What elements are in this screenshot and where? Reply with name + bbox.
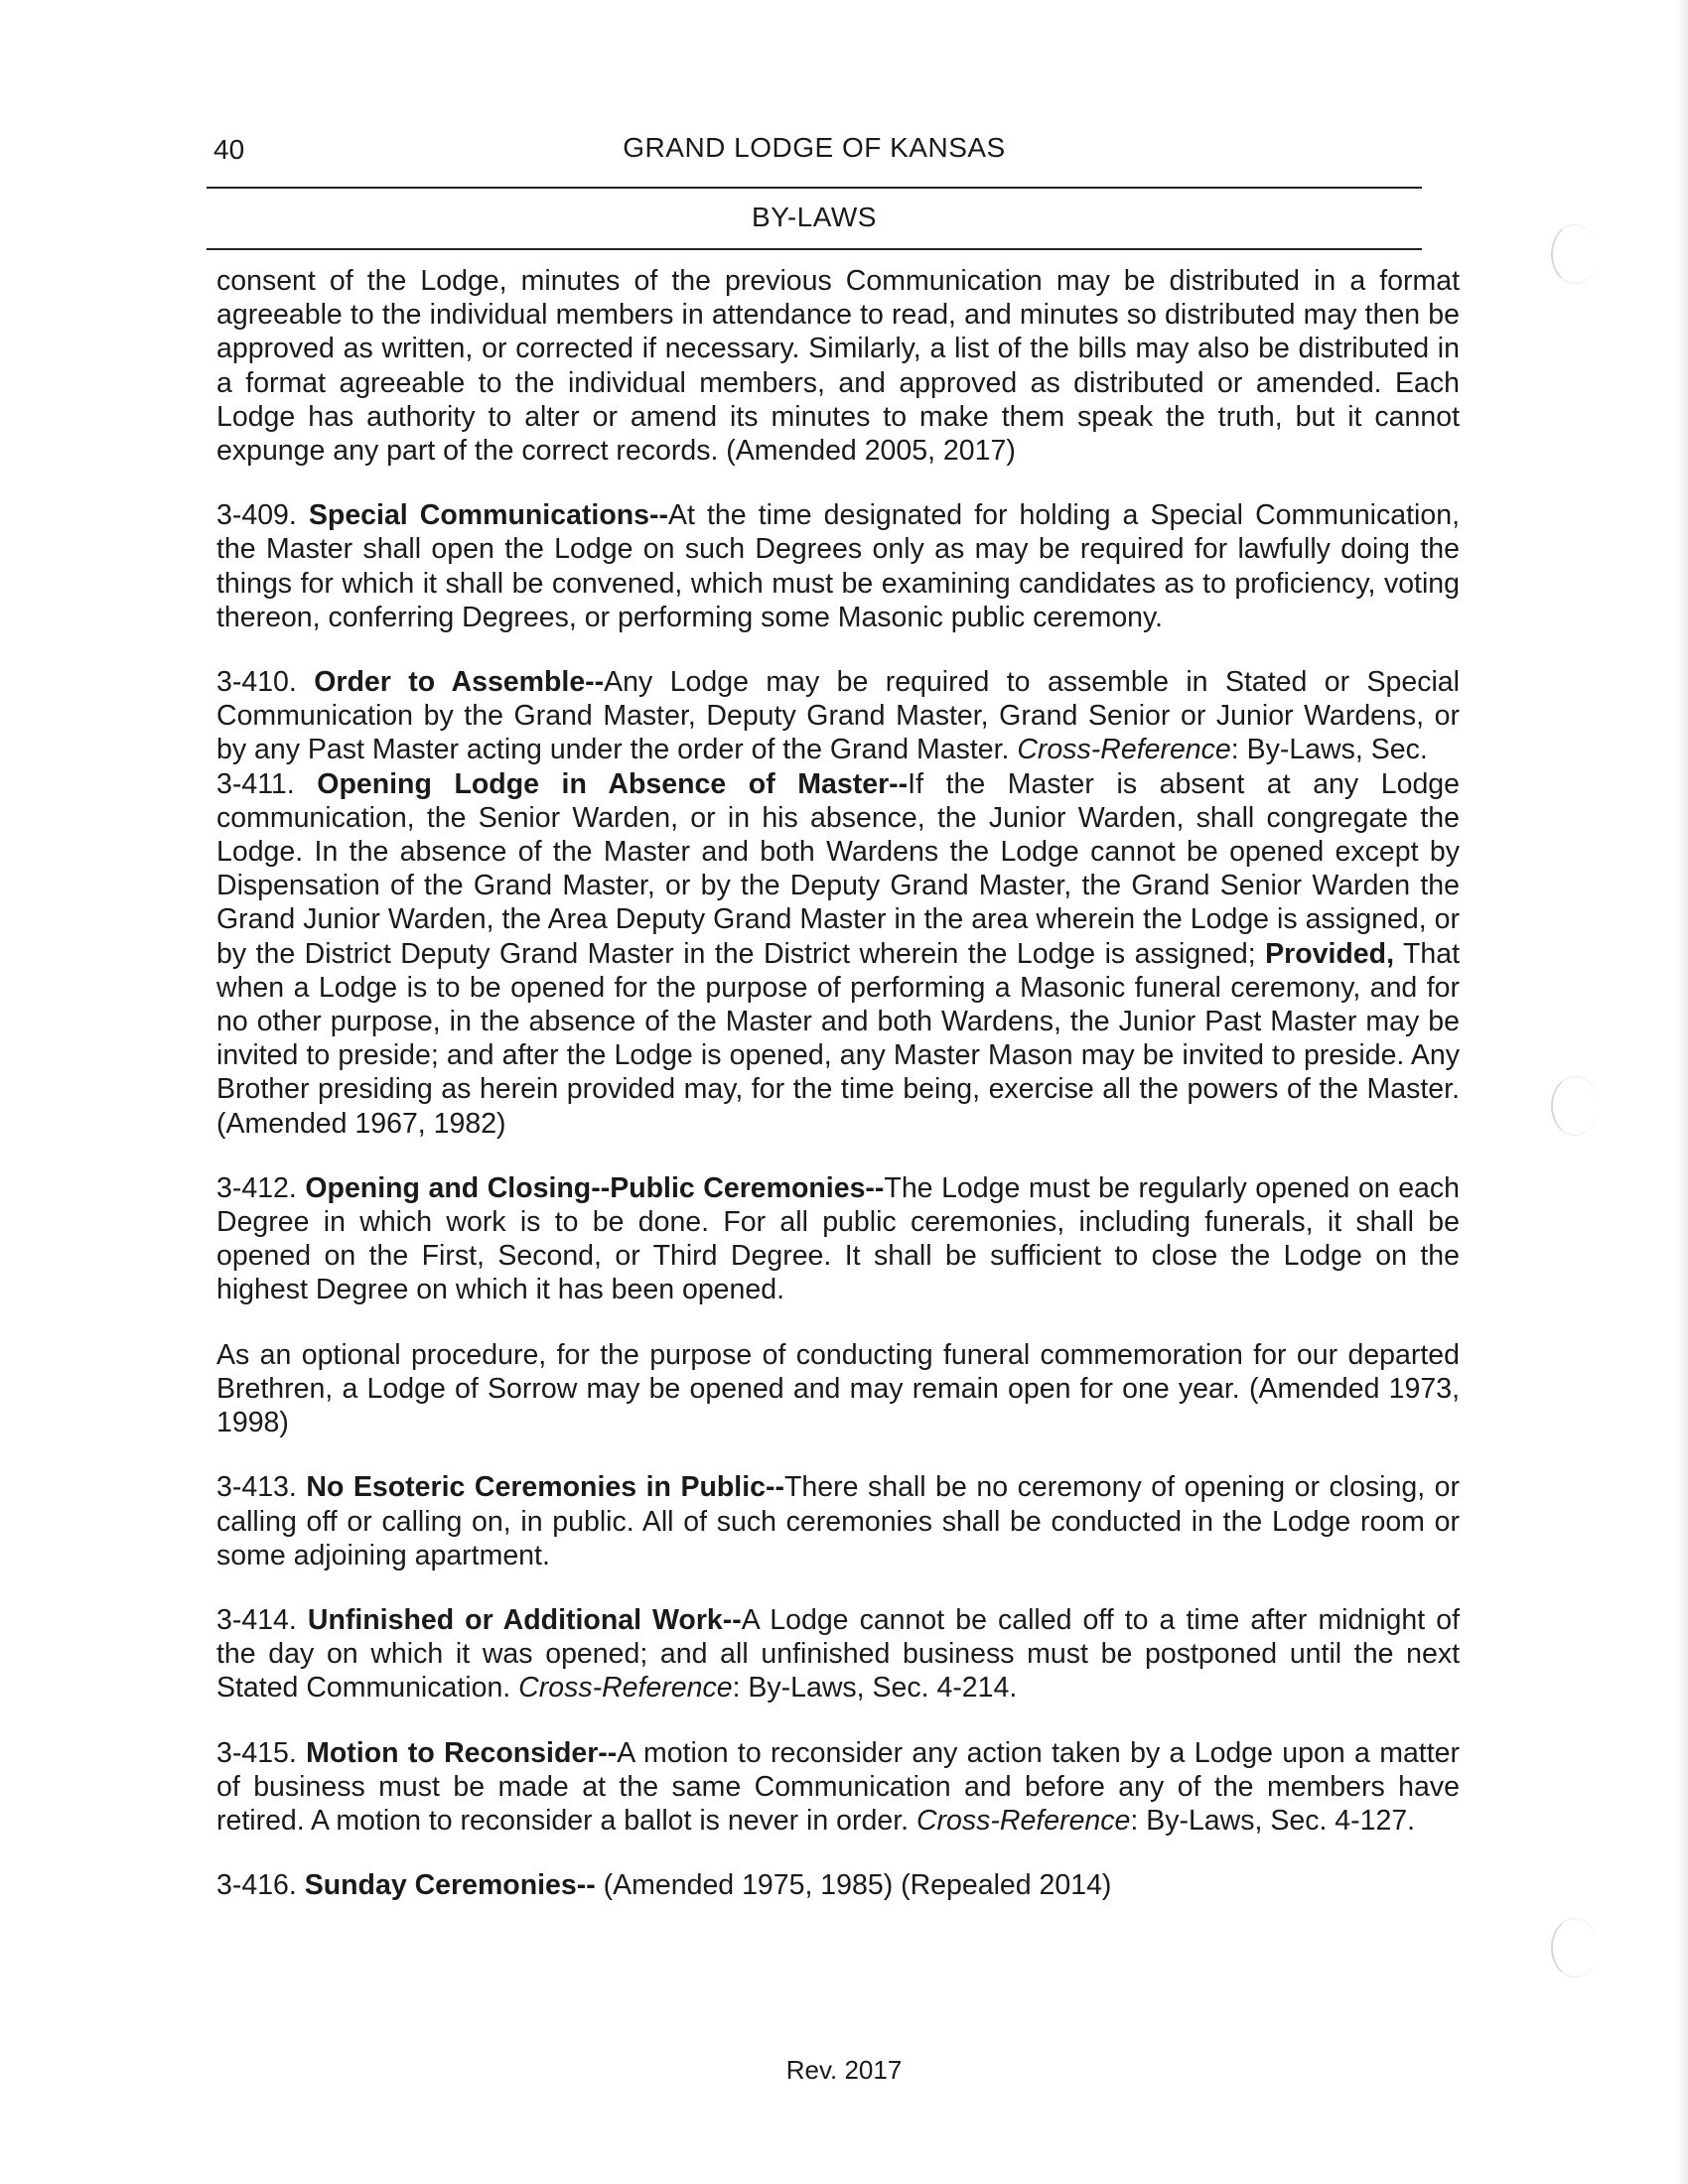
binder-hole-mark bbox=[1551, 224, 1599, 284]
binder-hole-mark bbox=[1551, 1918, 1599, 1978]
section-text: (Amended 1975, 1985) (Repealed 2014) bbox=[595, 1869, 1112, 1902]
section-number: 3-411. bbox=[216, 767, 318, 800]
section-text: If the Master is absent at any Lodge communication, the Senior Warden, or in his absence, the Junior Warden, shall congregate the Lodge. In the absence of the Master and both Wardens the Lodge cannot be opened except by Dispensation of the Grand Master, or by the Deputy Grand Master, the Grand Senior Warden the Grand Junior Warden, the Area Deputy Grand Master in the area wherein the Lodge is assigned, or by the District Deputy Grand Master in the District wherein the Lodge is assigned; bbox=[216, 767, 1460, 970]
section-heading: Special Communications-- bbox=[308, 499, 668, 532]
section-number: 3-415. bbox=[216, 1736, 307, 1769]
document-body bbox=[216, 264, 1460, 1933]
page-edge-shadow bbox=[1674, 0, 1688, 2184]
section-3-413 bbox=[216, 1470, 1460, 1572]
section-number: 3-414. bbox=[216, 1603, 308, 1636]
cross-reference-text: : By-Laws, Sec. 4-214. bbox=[732, 1672, 1018, 1705]
section-heading: No Esoteric Ceremonies in Public-- bbox=[306, 1471, 784, 1504]
footer-revision: Rev. 2017 bbox=[785, 2055, 903, 2085]
provided-keyword: Provided, bbox=[1265, 937, 1394, 970]
section-text: Any Lodge may be required to assemble in Stated or Special Communication by the Grand Master, Deputy Grand Master, Grand Senior or Junior Wardens, or by any Past Master acting under the order of the Grand Master. bbox=[216, 666, 1460, 766]
section-text: The Lodge must be regularly opened on each Degree in which work is to be done. For all public ceremonies, including funerals, it shall be opened on the First, Second, or Third Degree. It shall be sufficient to close the Lodge on the highest Degree on which it has been opened. bbox=[216, 1171, 1460, 1306]
section-text: At the time designated for holding a Special Communication, the Master shall open the Lodge on such Degrees only as may be required for lawfully doing the things for which it shall be convened, which must be examining candidates as to proficiency, voting thereon, conferring Degrees, or performing some Masonic public ceremony. bbox=[216, 499, 1460, 633]
page-number: 40 bbox=[213, 134, 245, 165]
section-heading: Opening and Closing--Public Ceremonies-- bbox=[305, 1171, 885, 1204]
section-number: 3-410. bbox=[216, 666, 315, 699]
cross-reference-label: Cross-Reference bbox=[915, 1804, 1131, 1837]
section-3-414 bbox=[216, 1603, 1460, 1706]
cross-reference-label: Cross-Reference bbox=[518, 1672, 733, 1705]
paragraph-text: As an optional procedure, for the purpose of conducting funeral commemoration for our departed Brethren, a Lodge of Sorrow may be opened and may remain open for one year. (Amended 1973, 1998) bbox=[216, 1338, 1460, 1439]
header-rule-bottom bbox=[207, 248, 1422, 250]
cross-reference-text: : By-Laws, Sec. bbox=[1230, 734, 1428, 766]
section-3-411 bbox=[216, 767, 1460, 1141]
section-3-412 bbox=[216, 1171, 1460, 1307]
paragraph-intro bbox=[216, 264, 1460, 468]
section-text: A Lodge cannot be called off to a time after midnight of the day on which it was opened; and all unfinished business must be postponed until the next Stated Communication. bbox=[216, 1603, 1460, 1705]
paragraph-text: consent of the Lodge, minutes of the previous Communication may be distributed in a format agreeable to the individual members in attendance to read, and minutes so distributed may then be approved as written, or corrected if necessary. Similarly, a list of the bills may also be distributed in a format agreeable to the individual members, and approved as distributed or amended. Each Lodge has authority to alter or amend its minutes to make them speak the truth, but it cannot expunge any part of the correct records. (Amended 2005, 2017) bbox=[216, 265, 1460, 468]
section-text: There shall be no ceremony of opening or closing, or calling off or calling on, in public. All of such ceremonies shall be conducted in the Lodge room or some adjoining apartment. bbox=[216, 1471, 1460, 1571]
section-3-409 bbox=[216, 498, 1460, 634]
section-number: 3-412. bbox=[216, 1171, 306, 1204]
header-rule-top bbox=[207, 187, 1422, 189]
running-header-title: GRAND LODGE OF KANSAS bbox=[623, 132, 1006, 163]
running-header-subtitle: BY-LAWS bbox=[752, 202, 877, 232]
section-3-410 bbox=[216, 665, 1460, 767]
section-3-412-optional-procedure bbox=[216, 1338, 1460, 1440]
section-heading: Order to Assemble-- bbox=[314, 666, 605, 699]
binder-hole-mark bbox=[1551, 1076, 1599, 1136]
cross-reference-text: : By-Laws, Sec. 4-127. bbox=[1130, 1804, 1416, 1837]
section-3-415 bbox=[216, 1736, 1460, 1839]
section-heading: Opening Lodge in Absence of Master-- bbox=[317, 767, 909, 800]
section-number: 3-416. bbox=[216, 1869, 305, 1902]
cross-reference-label: Cross-Reference bbox=[1017, 734, 1231, 766]
section-text-continued: That when a Lodge is to be opened for the purpose of performing a Masonic funeral ceremony, and for no other purpose, in the absence of the Master and both Wardens, the Junior Past Master may be invited to preside; and after the Lodge is opened, any Master Mason may be invited to preside. Any Brother presiding as herein provided may, for the time being, exercise all the powers of the Master. (Amended 1967, 1982) bbox=[216, 937, 1460, 1140]
section-heading: Motion to Reconsider-- bbox=[306, 1736, 618, 1769]
section-number: 3-413. bbox=[216, 1471, 307, 1504]
section-text: A motion to reconsider any action taken by a Lodge upon a matter of business must be made at the same Communication and before any of the members have retired. A motion to reconsider a ballot is never in order. bbox=[216, 1736, 1460, 1837]
section-number: 3-409. bbox=[216, 499, 309, 532]
section-heading: Sunday Ceremonies-- bbox=[304, 1869, 596, 1902]
section-heading: Unfinished or Additional Work-- bbox=[307, 1603, 742, 1636]
section-3-416 bbox=[216, 1868, 1460, 1902]
